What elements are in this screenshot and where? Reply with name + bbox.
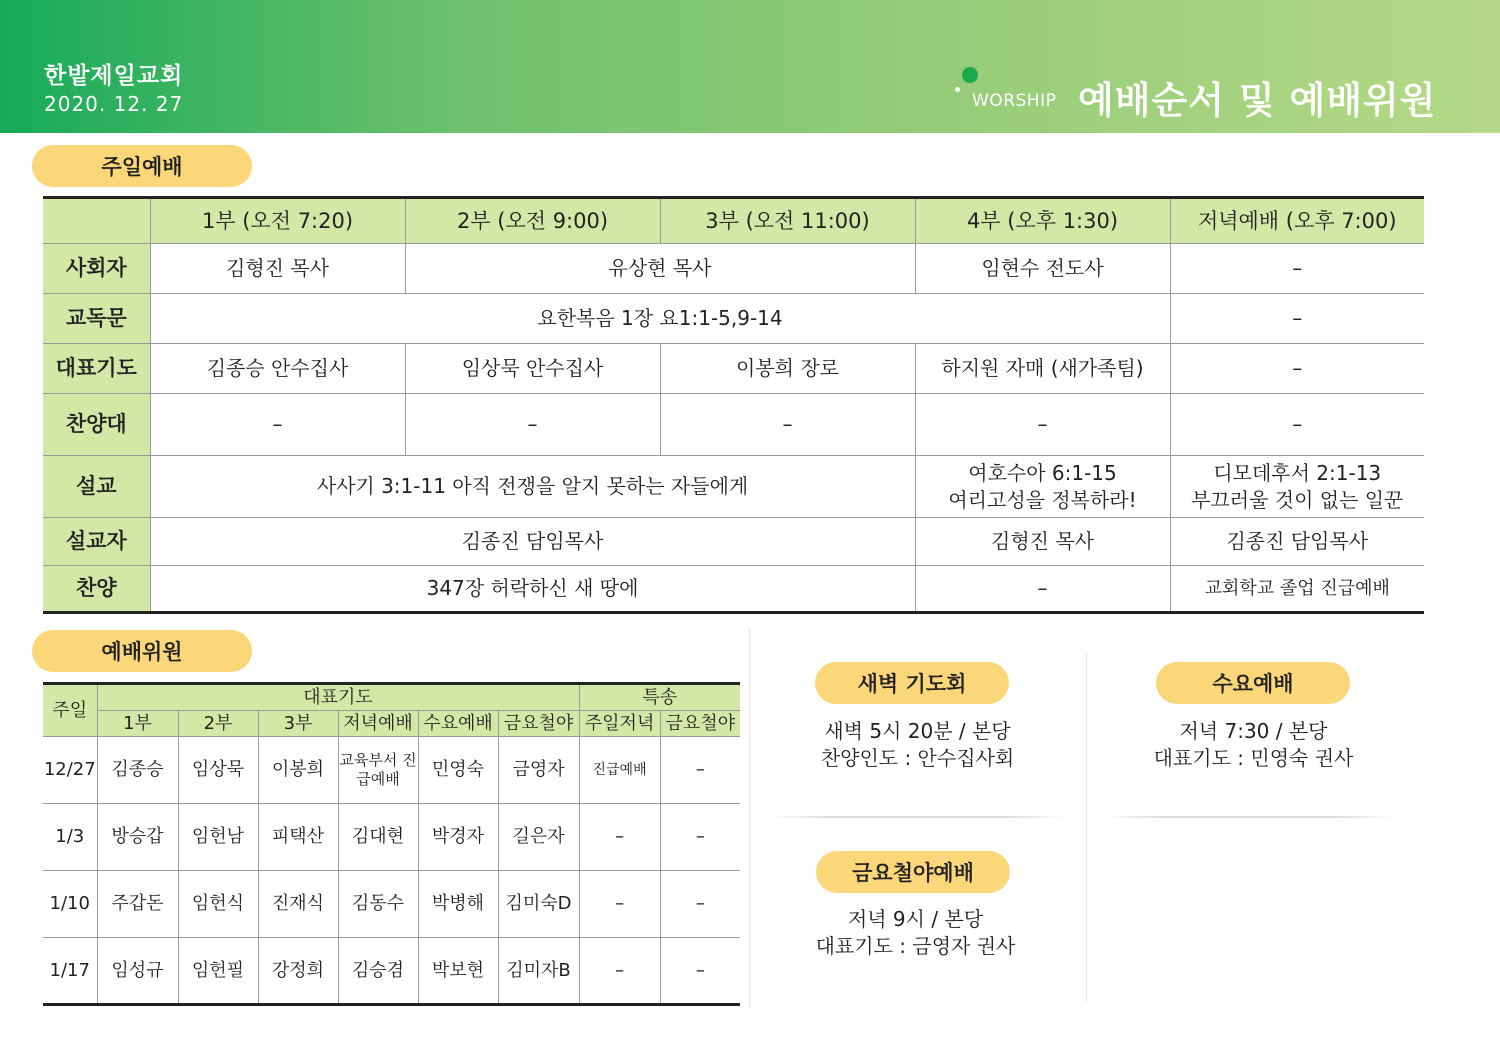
sermon-scripture: 여호수아 6:1-15: [968, 460, 1117, 485]
table-cell: 임상묵 안수집사: [405, 344, 660, 394]
table-row: [43, 871, 740, 938]
table-cell: –: [660, 871, 740, 938]
sunday-worship-table: [43, 196, 1424, 614]
table-cell: 이봉희 장로: [660, 344, 915, 394]
date-cell: 1/17: [43, 938, 97, 1005]
service-leader: 대표기도 : 금영자 권사: [815, 934, 1016, 958]
sermon-title: 부끄러울 것이 없는 일꾼: [1191, 487, 1404, 512]
bulletin-date: 2020. 12. 27: [44, 92, 184, 116]
row-label: 설교자: [43, 518, 150, 566]
horizontal-divider: [770, 816, 1065, 818]
table-cell: –: [579, 871, 660, 938]
table-cell: 사사기 3:1-11 아직 전쟁을 알지 못하는 자들에게: [150, 456, 915, 518]
table-cell: 금영자: [498, 737, 579, 804]
service-time: 저녁 7:30 / 본당: [1179, 719, 1328, 743]
table-row: [43, 737, 740, 804]
service-info-dawn-prayer: [770, 718, 1065, 772]
vertical-divider: [1086, 652, 1087, 1002]
table-cell: 임상묵: [178, 737, 258, 804]
table-header-row: [43, 711, 740, 737]
table-cell: 임현수 전도사: [915, 244, 1170, 294]
table-row: [43, 244, 1424, 294]
table-cell: –: [660, 737, 740, 804]
column-header: 3부 (오전 11:00): [660, 198, 915, 244]
table-cell: 하지원 자매 (새가족팀): [915, 344, 1170, 394]
white-dot-icon: [955, 87, 960, 92]
table-cell: 임헌남: [178, 804, 258, 871]
table-cell: –: [1170, 294, 1424, 344]
table-cell: –: [579, 804, 660, 871]
table-cell: –: [660, 938, 740, 1005]
table-cell: 임헌식: [178, 871, 258, 938]
green-dot-icon: [962, 67, 978, 83]
table-cell: 방승갑: [97, 804, 178, 871]
service-time: 저녁 9시 / 본당: [847, 907, 984, 931]
table-row: [43, 804, 740, 871]
table-cell: 김동수: [338, 871, 418, 938]
table-cell: 교회학교 졸업 진급예배: [1170, 566, 1424, 613]
table-row: [43, 294, 1424, 344]
row-label: 대표기도: [43, 344, 150, 394]
column-header: 1부: [97, 711, 178, 737]
table-cell: 교육부서 진급예배: [338, 737, 418, 804]
row-label: 찬양: [43, 566, 150, 613]
row-label: 찬양대: [43, 394, 150, 456]
service-info-friday-vigil: [768, 906, 1063, 960]
table-cell: 피택산: [258, 804, 338, 871]
table-cell: [915, 456, 1170, 518]
service-label-dawn-prayer: 새벽 기도회: [815, 662, 1009, 704]
column-header: 수요예배: [418, 711, 498, 737]
table-header-row: [43, 684, 740, 711]
service-leader: 찬양인도 : 안수집사회: [820, 746, 1015, 770]
table-cell: –: [1170, 394, 1424, 456]
table-cell: 요한복음 1장 요1:1-5,9-14: [150, 294, 1170, 344]
worship-committee-table: [43, 682, 740, 1006]
table-cell: 임성규: [97, 938, 178, 1005]
table-cell: 김종진 담임목사: [150, 518, 915, 566]
service-time: 새벽 5시 20분 / 본당: [824, 719, 1011, 743]
column-header: 저녁예배 (오후 7:00): [1170, 198, 1424, 244]
column-header: 주일저녁: [579, 711, 660, 737]
service-leader: 대표기도 : 민영숙 권사: [1153, 746, 1354, 770]
table-cell: 진급예배: [579, 737, 660, 804]
page-header: [0, 0, 1500, 133]
table-cell: 박경자: [418, 804, 498, 871]
table-cell: –: [660, 804, 740, 871]
column-group-header: 특송: [579, 684, 740, 711]
horizontal-divider: [1105, 816, 1395, 818]
service-label-friday-vigil: 금요철야예배: [816, 851, 1010, 893]
page-title: 예배순서 및 예배위원: [1078, 79, 1437, 122]
table-cell: 이봉희: [258, 737, 338, 804]
sermon-scripture: 디모데후서 2:1-13: [1213, 460, 1382, 485]
row-label: 교독문: [43, 294, 150, 344]
table-cell: 김종진 담임목사: [1170, 518, 1424, 566]
table-cell: –: [405, 394, 660, 456]
worship-label: WORSHIP: [972, 91, 1057, 111]
table-cell: 김형진 목사: [915, 518, 1170, 566]
table-cell: 주갑돈: [97, 871, 178, 938]
table-cell: –: [1170, 244, 1424, 294]
table-cell: 강정희: [258, 938, 338, 1005]
table-cell: 김미자B: [498, 938, 579, 1005]
row-label: 사회자: [43, 244, 150, 294]
table-cell: –: [579, 938, 660, 1005]
column-header: 4부 (오후 1:30): [915, 198, 1170, 244]
table-cell: –: [915, 566, 1170, 613]
table-cell: 김종승 안수집사: [150, 344, 405, 394]
table-cell: 김형진 목사: [150, 244, 405, 294]
column-header: 3부: [258, 711, 338, 737]
table-cell: –: [915, 394, 1170, 456]
date-cell: 1/3: [43, 804, 97, 871]
vertical-divider: [749, 628, 750, 1008]
table-cell: 유상현 목사: [405, 244, 915, 294]
service-info-wednesday: [1106, 718, 1401, 772]
church-name: 한밭제일교회: [44, 63, 184, 89]
table-cell: 박병해: [418, 871, 498, 938]
table-cell: –: [1170, 344, 1424, 394]
column-header: 저녁예배: [338, 711, 418, 737]
table-row: [43, 394, 1424, 456]
table-cell: 민영숙: [418, 737, 498, 804]
table-row: [43, 456, 1424, 518]
date-cell: 12/27: [43, 737, 97, 804]
column-header: 1부 (오전 7:20): [150, 198, 405, 244]
table-cell: 박보현: [418, 938, 498, 1005]
column-header: 금요철야: [498, 711, 579, 737]
column-header: 주일: [43, 684, 97, 737]
column-header: 2부: [178, 711, 258, 737]
table-cell: 김종승: [97, 737, 178, 804]
table-row: [43, 566, 1424, 613]
table-cell: –: [660, 394, 915, 456]
table-header-row: [43, 198, 1424, 244]
table-cell: [1170, 456, 1424, 518]
table-cell: 김승겸: [338, 938, 418, 1005]
table-row: [43, 344, 1424, 394]
table-cell: 길은자: [498, 804, 579, 871]
date-cell: 1/10: [43, 871, 97, 938]
table-cell: 진재식: [258, 871, 338, 938]
table-cell: 김대현: [338, 804, 418, 871]
sermon-title: 여리고성을 정복하라!: [948, 487, 1137, 512]
header-corner-cell: [43, 198, 150, 244]
table-row: [43, 518, 1424, 566]
section-label-sunday-worship: 주일예배: [32, 145, 252, 187]
table-row: [43, 938, 740, 1005]
table-cell: 347장 허락하신 새 땅에: [150, 566, 915, 613]
section-label-worship-committee: 예배위원: [32, 630, 252, 672]
table-cell: 김미숙D: [498, 871, 579, 938]
table-cell: –: [150, 394, 405, 456]
table-cell: 임헌필: [178, 938, 258, 1005]
service-label-wednesday: 수요예배: [1156, 662, 1350, 704]
column-group-header: 대표기도: [97, 684, 579, 711]
column-header: 2부 (오전 9:00): [405, 198, 660, 244]
row-label: 설교: [43, 456, 150, 518]
column-header: 금요철야: [660, 711, 740, 737]
